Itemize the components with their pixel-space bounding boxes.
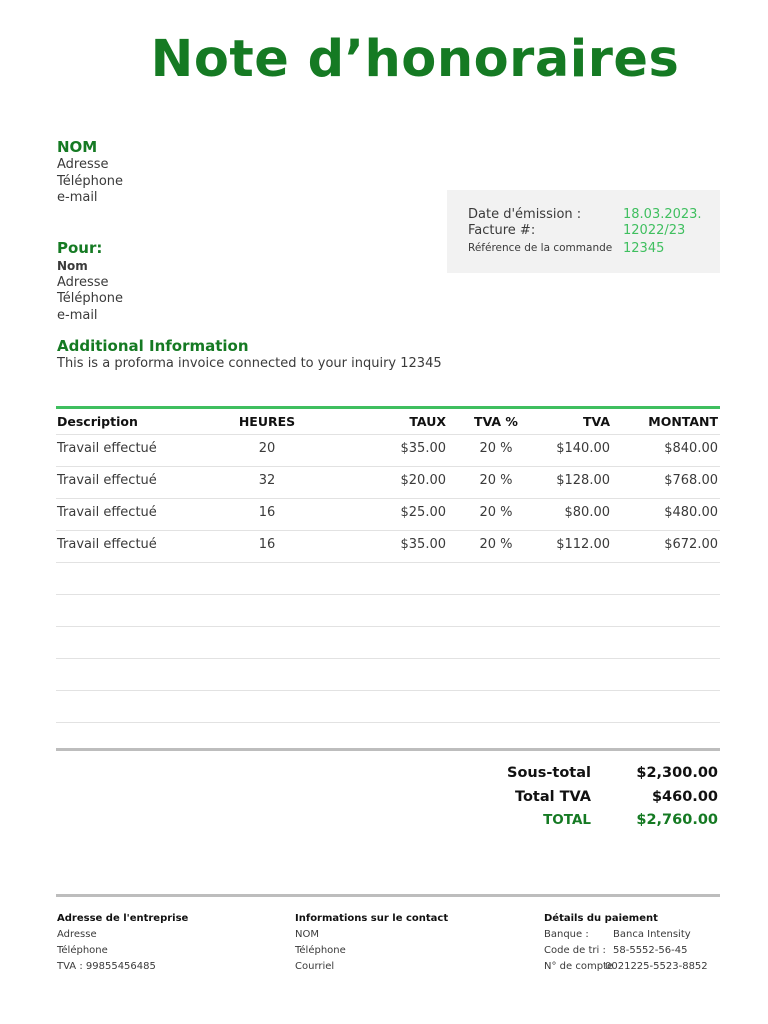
additional-info-title: Additional Information — [57, 337, 249, 355]
sender-details — [57, 157, 123, 207]
cell-amount: $840.00 — [664, 441, 718, 456]
grand-total-label: TOTAL — [543, 812, 591, 828]
invoice-number-label: Facture #: — [468, 223, 536, 238]
header-rate: TAUX — [409, 414, 446, 429]
footer-contact — [295, 911, 448, 975]
footer-company — [57, 911, 188, 975]
footer-payment-heading: Détails du paiement — [544, 913, 658, 924]
bank-value: Banca Intensity — [613, 929, 691, 940]
cell-vat-percent: 20 % — [479, 537, 513, 552]
totals-divider — [56, 748, 720, 751]
order-reference-value: 12345 — [623, 241, 665, 256]
line-items-table — [56, 406, 720, 754]
recipient-name: Nom — [57, 259, 88, 273]
cell-amount: $480.00 — [664, 505, 718, 520]
footer-divider — [56, 894, 720, 897]
footer-contact-phone: Téléphone — [295, 945, 346, 956]
cell-vat-percent: 20 % — [479, 441, 513, 456]
additional-info-text: This is a proforma invoice connected to your inquiry 12345 — [57, 356, 442, 371]
footer-account-row — [544, 959, 720, 975]
header-vat-percent: TVA % — [474, 414, 518, 429]
vat-total-value: $460.00 — [651, 789, 718, 805]
table-row — [56, 434, 720, 466]
recipient-address: Adresse — [57, 274, 109, 290]
cell-amount: $768.00 — [664, 473, 718, 488]
table-row-empty — [56, 658, 720, 690]
account-value: 0021225-5523-8852 — [605, 961, 708, 972]
table-row-empty — [56, 562, 720, 594]
table-header — [56, 409, 720, 434]
account-label: N° de compte — [544, 961, 614, 972]
grand-total-value: $2,760.00 — [636, 812, 718, 828]
table-row-empty — [56, 594, 720, 626]
sender-phone: Téléphone — [57, 173, 124, 189]
table-row — [56, 498, 720, 530]
order-reference-label: Référence de la commande — [468, 242, 613, 254]
footer-company-heading: Adresse de l'entreprise — [57, 913, 189, 924]
header-description: Description — [57, 414, 138, 429]
footer-company-address: Adresse — [57, 929, 97, 940]
table-row — [56, 466, 720, 498]
cell-description: Travail effectué — [57, 505, 157, 520]
cell-hours: 16 — [258, 537, 276, 552]
header-vat: TVA — [582, 414, 610, 429]
sort-code-label: Code de tri : — [544, 945, 606, 956]
cell-description: Travail effectué — [57, 441, 157, 456]
subtotal-value: $2,300.00 — [636, 765, 718, 781]
cell-rate: $35.00 — [400, 441, 446, 456]
recipient-details — [57, 258, 123, 324]
sort-code-value: 58-5552-56-45 — [613, 945, 688, 956]
issue-date-value: 18.03.2023. — [623, 207, 702, 222]
cell-description: Travail effectué — [57, 537, 157, 552]
recipient-email: e-mail — [57, 307, 98, 323]
table-row-empty — [56, 626, 720, 658]
invoice-title: Note d’honoraires — [150, 30, 680, 89]
cell-vat: $140.00 — [556, 441, 610, 456]
footer-contact-mail: Courriel — [295, 961, 335, 972]
footer-contact-name: NOM — [295, 929, 319, 940]
footer-company-vat: TVA : 99855456485 — [57, 961, 156, 972]
cell-amount: $672.00 — [664, 537, 718, 552]
table-row-empty — [56, 690, 720, 722]
cell-hours: 32 — [258, 473, 276, 488]
footer-company-phone: Téléphone — [57, 945, 108, 956]
cell-description: Travail effectué — [57, 473, 157, 488]
footer-bank-row — [544, 927, 720, 943]
cell-hours: 20 — [258, 441, 276, 456]
sender-name: NOM — [57, 138, 98, 156]
subtotal-label: Sous-total — [507, 765, 591, 781]
invoice-info-box — [447, 190, 720, 273]
recipient-label: Pour: — [57, 239, 103, 257]
sender-email: e-mail — [57, 190, 98, 205]
cell-rate: $20.00 — [400, 473, 446, 488]
header-amount: MONTANT — [648, 414, 718, 429]
cell-vat-percent: 20 % — [479, 505, 513, 520]
footer-payment — [544, 911, 720, 975]
cell-rate: $25.00 — [400, 505, 446, 520]
bank-label: Banque : — [544, 929, 589, 940]
cell-vat: $80.00 — [564, 505, 610, 520]
vat-total-label: Total TVA — [514, 789, 591, 805]
sender-address: Adresse — [57, 157, 109, 172]
cell-hours: 16 — [258, 505, 276, 520]
issue-date-label: Date d'émission : — [468, 207, 582, 222]
footer-sort-row — [544, 943, 720, 959]
cell-vat: $112.00 — [556, 537, 610, 552]
cell-vat: $128.00 — [556, 473, 610, 488]
header-hours: HEURES — [238, 414, 296, 429]
cell-rate: $35.00 — [400, 537, 446, 552]
table-row — [56, 530, 720, 562]
cell-vat-percent: 20 % — [479, 473, 513, 488]
invoice-number-value: 12022/23 — [623, 223, 686, 238]
recipient-phone: Téléphone — [57, 291, 124, 306]
footer-contact-heading: Informations sur le contact — [295, 913, 449, 924]
